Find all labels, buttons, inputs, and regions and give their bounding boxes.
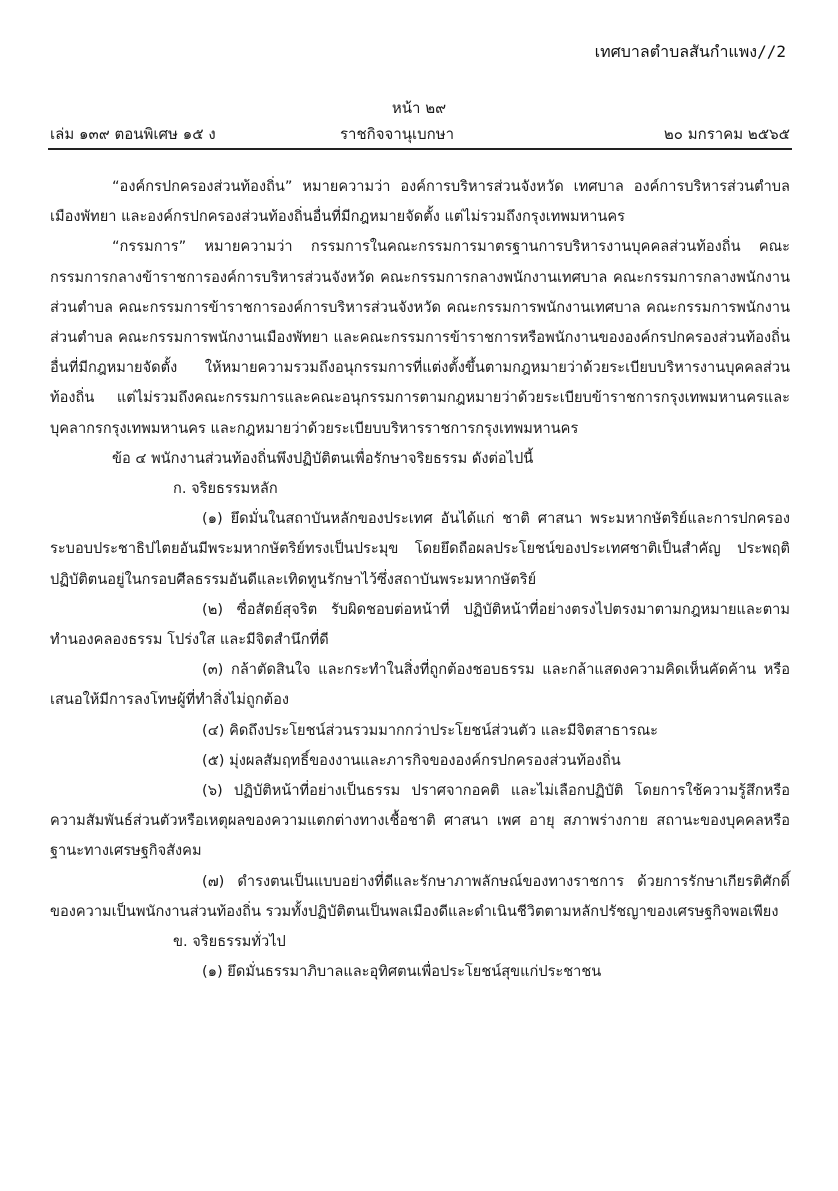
definition-committee: “กรรมการ” หมายความว่า กรรมการในคณะกรรมการมาตรฐานการบริหารงานบุคคลส่วนท้องถิ่น คณะกรรมการกลางข้าราชการองค์การบริหารส่วนจังหวัด คณะกรรมการกลางพนักงานเทศบาล คณะกรรมการกลางพนักงานส่วนตำบล คณะกรรมการข้าราชการองค์การบริหารส่วนจังหวัด คณะกรรมการพนักงานเทศบาล คณะกรรมการพนักงานส่วนตำบล คณะกรรมการพนักงานเมืองพัทยา และคณะกรรมการข้าราชการหรือพนักงานขององค์กรปกครองส่วนท้องถิ่นอื่นที่มีกฎหมายจัดตั้ง ให้หมายความรวมถึงอนุกรรมการที่แต่งตั้งขึ้นตามกฎหมายว่าด้วยระเบียบบริหารงานบุคคลส่วนท้องถิ่น แต่ไม่รวมถึงคณะกรรมการและคณะอนุกรรมการตามกฎหมายว่าด้วยระเบียบข้าราชการกรุงเทพมหานครและบุคลากรกรุงเทพมหานคร และกฎหมายว่าด้วยระเบียบบริหารราชการกรุงเทพมหานคร [50, 238, 790, 437]
publication-name: ราชกิจจานุเบกษา [340, 125, 455, 143]
core-ethics-item-1: (๑) ยึดมั่นในสถาบันหลักของประเทศ อันได้แก่ ชาติ ศาสนา พระมหากษัตริย์และการปกครองระบอบประชาธิปไตยอันมีพระมหากษัตริย์ทรงเป็นประมุข โดยยึดถือผลประโยชน์ของประเทศชาติเป็นสำคัญ ประพฤติ ปฏิบัติตนอยู่ในกรอบศีลธรรมอันดีและเทิดทูนรักษาไว้ซึ่งสถาบันพระมหากษัตริย์ [50, 510, 790, 588]
core-ethics-item-4: (๔) คิดถึงประโยชน์ส่วนรวมมากกว่าประโยชน์ส่วนตัว และมีจิตสาธารณะ [202, 721, 658, 739]
general-ethics-item-1: (๑) ยึดมั่นธรรมาภิบาลและอุทิศตนเพื่อประโยชน์สุขแก่ประชาชน [202, 963, 602, 981]
section-core-ethics-heading: ก. จริยธรรมหลัก [173, 480, 278, 498]
core-ethics-item-2: (๒) ซื่อสัตย์สุจริต รับผิดชอบต่อหน้าที่ ปฏิบัติหน้าที่อย่างตรงไปตรงมาตามกฎหมายและตามทำนองคลองธรรม โปร่งใส และมีจิตสำนึกที่ดี [50, 600, 790, 649]
core-ethics-item-5: (๕) มุ่งผลสัมฤทธิ์ของงานและภารกิจขององค์กรปกครองส่วนท้องถิ่น [202, 751, 621, 769]
document-body [50, 172, 790, 987]
gazette-header [50, 122, 790, 144]
core-ethics-item-3: (๓) กล้าตัดสินใจ และกระทำในสิ่งที่ถูกต้องชอบธรรม และกล้าแสดงความคิดเห็นคัดค้าน หรือเสนอให้มีการลงโทษผู้ที่ทำสิ่งไม่ถูกต้อง [50, 661, 790, 709]
definition-local-govt: “องค์กรปกครองส่วนท้องถิ่น” หมายความว่า องค์การบริหารส่วนจังหวัด เทศบาล องค์การบริหารส่วนตำบล เมืองพัทยา และองค์กรปกครองส่วนท้องถิ่นอื่นที่มีกฎหมายจัดตั้ง แต่ไม่รวมถึงกรุงเทพมหานคร [50, 178, 790, 226]
document-stamp: เทศบาลตำบลสันกำแพง//2 [594, 42, 786, 61]
header-divider [48, 148, 792, 150]
section-general-ethics-heading: ข. จริยธรรมทั่วไป [173, 933, 286, 951]
volume-issue: เล่ม ๑๓๙ ตอนพิเศษ ๑๕ ง [50, 125, 216, 143]
core-ethics-item-7: (๗) ดำรงตนเป็นแบบอย่างที่ดีและรักษาภาพลักษณ์ของทางราชการ ด้วยการรักษาเกียรติศักดิ์ของความเป็นพนักงานส่วนท้องถิ่น รวมทั้งปฏิบัติตนเป็นพลเมืองดีและดำเนินชีวิตตามหลักปรัชญาของเศรษฐกิจพอเพียง [50, 872, 790, 920]
page-number: หน้า ๒๙ [391, 99, 447, 117]
core-ethics-item-6: (๖) ปฏิบัติหน้าที่อย่างเป็นธรรม ปราศจากอคติ และไม่เลือกปฏิบัติ โดยการใช้ความรู้สึกหรือความสัมพันธ์ส่วนตัวหรือเหตุผลของความแตกต่างทางเชื้อชาติ ศาสนา เพศ อายุ สภาพร่างกาย สถานะของบุคคลหรือฐานะทางเศรษฐกิจสังคม [50, 782, 790, 860]
publication-date: ๒๐ มกราคม ๒๕๖๕ [663, 125, 790, 143]
clause-4-heading: ข้อ ๔ พนักงานส่วนท้องถิ่นพึงปฏิบัติตนเพื่อรักษาจริยธรรม ดังต่อไปนี้ [112, 449, 534, 467]
